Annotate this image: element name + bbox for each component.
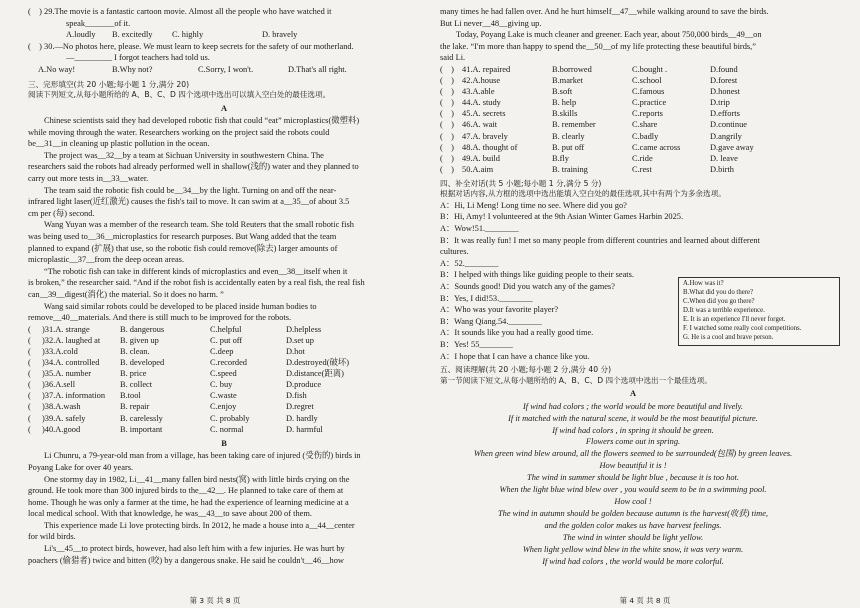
option-c[interactable]: C.speed [210, 369, 237, 379]
section-5-instructions: 第一节阅读下短文,从每小题所给的 A、B、C、D 四个选项中选出一个最佳选项。 [440, 375, 712, 385]
q30-option-c[interactable]: C.Sorry, I won't. [198, 64, 254, 74]
dialogue [440, 200, 826, 362]
option-c[interactable]: C. probably [210, 413, 250, 423]
passage-a-label: A [220, 103, 228, 113]
answer-bracket[interactable]: ( [28, 324, 31, 334]
dialogue-line: A：Who was your favorite player? [440, 305, 559, 315]
options-b [440, 64, 826, 175]
option-row-42 [440, 75, 826, 86]
option-a[interactable]: )33.A.cold [42, 346, 78, 356]
option-b[interactable]: B. collect [120, 380, 153, 390]
page-footer: 第 4 页 共 8 页 [619, 595, 671, 605]
option-c[interactable]: C. normal [210, 424, 244, 434]
poem-line: How beautiful it is ! [599, 461, 667, 471]
passage-b [28, 450, 420, 566]
passage-line: One stormy day in 1982, Li__41__many fallen bird nests(窝) with little birds crying on the [44, 474, 350, 484]
option-a[interactable]: 50.A.aim [462, 164, 494, 174]
option-row-31 [28, 324, 420, 335]
option-a[interactable]: 44.A. study [462, 98, 501, 108]
option-a[interactable]: 45.A. secrets [462, 109, 506, 119]
option-c[interactable]: C. put off [210, 335, 243, 345]
dialogue-with-box [440, 269, 826, 362]
passage-line: Li's__45__to protect birds, however, had also left him with a few injuries. He was hurt by [44, 544, 345, 554]
answer-bracket[interactable]: ( ) [440, 109, 454, 119]
dialogue-line: cultures. [440, 247, 469, 257]
dialogue-line: A：It sounds like you had a really good time. [440, 328, 594, 338]
answer-bracket[interactable]: ( ) [440, 164, 454, 174]
poem-line: The wind in autumn should be golden because autumn is the harvest(收获) time, [497, 508, 769, 518]
option-b[interactable]: B. repair [120, 402, 150, 412]
option-b[interactable]: B. training [552, 164, 588, 174]
section-3-title: 三、完形填空(共 20 小题;每小题 1 分,满分 20) [28, 79, 190, 89]
passage-line: ground. He took more than 300 injured birds to the__42__. He planned to take care of them at [28, 486, 344, 496]
option-c[interactable]: C.came across [632, 142, 681, 152]
option-d[interactable]: D.distance(距离) [286, 369, 344, 379]
option-a[interactable]: )35.A. number [42, 369, 92, 379]
passage-line: planned to expand (扩展) that use, so the robotic fish could remove(除去) larger amounts of [28, 243, 338, 253]
answer-bracket[interactable]: ( ) [440, 76, 454, 86]
option-d[interactable]: D.angrily [710, 131, 742, 141]
option-a[interactable]: 43.A.able [462, 87, 495, 97]
choice-option[interactable]: D.It was a terrible experience. [683, 307, 765, 315]
poem-line: If wind had colors , in spring it should be green. [552, 425, 714, 435]
option-b[interactable]: B.fly [552, 153, 569, 163]
passage-line: many times he had fallen over. And he hurt himself__47__while walking around to save the birds. [440, 7, 769, 16]
option-a[interactable]: 48.A. thought of [462, 142, 518, 152]
choice-option[interactable]: A.How was it? [683, 280, 724, 288]
choice-option[interactable]: B.What did you do there? [683, 289, 754, 297]
section-4-title: 四、补全对话(共 5 小题;每小题 1 分,满分 5 分) [440, 178, 602, 188]
answer-bracket[interactable]: ( [28, 380, 31, 390]
option-d[interactable]: D.honest [710, 87, 741, 97]
option-d[interactable]: D. leave [710, 153, 738, 163]
option-a[interactable]: )31.A. strange [42, 324, 90, 334]
answer-bracket[interactable]: ( [28, 369, 31, 379]
answer-bracket[interactable]: ( [28, 413, 31, 423]
dialogue-line: A：I hope that I can have a chance like you. [440, 351, 590, 361]
option-d[interactable]: D.destroyed(破坏) [286, 358, 350, 368]
section-5-title: 五、阅读理解(共 20 小题;每小题 2 分,满分 40 分) [440, 365, 612, 375]
option-c[interactable]: C.school [632, 76, 662, 86]
poem-label: A [629, 389, 637, 399]
option-d[interactable]: D.continue [710, 120, 747, 130]
passage-line: Chinese scientists said they had developed robotic fish that could “eat” microplastics(微塑料) [44, 116, 360, 126]
q30-options [28, 64, 420, 76]
option-b[interactable]: B.soft [552, 87, 573, 97]
passage-line: This experience made Li love protecting birds. In 2012, he made a house into a__44__center [44, 520, 355, 530]
passage-line: But Li never__48__giving up. [440, 18, 542, 28]
option-b[interactable]: B. remember [552, 120, 596, 130]
answer-choices-box [678, 277, 840, 346]
option-row-49 [440, 153, 826, 164]
q29-option-d[interactable]: D. bravely [262, 30, 298, 40]
answer-bracket[interactable]: ( [28, 391, 31, 401]
option-b[interactable]: B. put off [552, 142, 585, 152]
passage-a [28, 115, 420, 324]
passage-line: home. Though he was only a farmer at the time, he had the experience of learning medicine at a [28, 497, 349, 507]
option-row-43 [440, 86, 826, 97]
option-row-33 [28, 346, 420, 357]
passage-b-continued [440, 6, 826, 64]
option-b[interactable]: B. clearly [552, 131, 585, 141]
option-d[interactable]: D.fish [286, 391, 307, 401]
dialogue-line: A：52.________ [440, 258, 499, 268]
poem-line: When light yellow wind blew in the white snow, it was very warm. [522, 544, 744, 554]
option-a[interactable]: 41.A. repaired [462, 64, 511, 74]
passage-b-label: B [221, 438, 227, 448]
option-c[interactable]: C.share [632, 120, 658, 130]
answer-bracket[interactable]: ( ) [440, 87, 454, 97]
dialogue-line: B：It was really fun! I met so many people from different countries and learned about different [440, 235, 760, 245]
option-row-38 [28, 401, 420, 412]
option-d[interactable]: D.trip [710, 98, 730, 108]
passage-line: remove__40__materials. And there is still much to be improved for the robots. [28, 313, 292, 323]
q29-stem-cont: speak_______of it. [66, 18, 131, 28]
passage-line: poachers (偷猎者) twice and bitten (咬) by a dangerous snake. He said he couldn't__46__how [28, 555, 344, 565]
option-d[interactable]: D.hot [286, 346, 305, 356]
answer-bracket[interactable]: ( [28, 346, 31, 356]
option-b[interactable]: B. carelessly [120, 413, 163, 423]
option-d[interactable]: D. harmful [286, 424, 323, 434]
option-row-44 [440, 97, 826, 108]
poem-line: The wind in winter should be light yellow. [562, 532, 704, 542]
q29-option-c[interactable]: C. highly [172, 30, 204, 40]
answer-bracket[interactable]: ( ) [440, 153, 454, 163]
option-a[interactable]: )37.A. information [42, 391, 106, 401]
option-c[interactable]: C.rest [632, 164, 652, 174]
option-c[interactable]: C.helpful [210, 324, 242, 334]
option-b[interactable]: B. dangerous [120, 324, 165, 334]
passage-line: local medical school. With that knowledge, he was__43__to save about 200 of them. [28, 509, 312, 519]
right-page [430, 0, 860, 608]
passage-line: carry out more tests in__33__water. [28, 174, 149, 184]
q29-options [28, 29, 420, 41]
passage-line: The team said the robotic fish could be__34__by the light. Turning on and off the near- [44, 185, 337, 195]
option-b[interactable]: B. price [120, 369, 147, 379]
answer-bracket[interactable]: ( ) [440, 131, 454, 141]
option-c[interactable]: C.reports [632, 109, 663, 119]
dialogue-line: A：Wow!51.________ [440, 224, 519, 234]
option-a[interactable]: 42.A.house [462, 76, 501, 86]
option-row-46 [440, 119, 826, 130]
answer-bracket[interactable]: ( [28, 358, 31, 368]
option-d[interactable]: D.set up [286, 335, 314, 345]
passage-line: researchers said the robots had already performed well in shallow(浅的) water and they planned to [28, 162, 359, 172]
option-d[interactable]: D.regret [286, 402, 314, 412]
poem-line: When green wind blew around, all the flowers seemed to be surrounded(包围) by green leaves. [473, 449, 793, 459]
option-row-48 [440, 142, 826, 153]
question-30 [28, 41, 420, 76]
dialogue-line: B：Yes! 55________ [440, 339, 513, 349]
passage-line: Wang Yuyan was a member of the research team. She told Reuters that the small robotic fish [44, 220, 354, 230]
answer-bracket[interactable]: ( [28, 335, 31, 345]
option-b[interactable]: B.borrowed [552, 64, 592, 74]
q29-option-a[interactable]: A.loudly [66, 30, 96, 40]
poem-line: When the light blue wind blew over , you would seem to be in a swimming pool. [499, 485, 767, 495]
option-d[interactable]: D.helpless [286, 324, 322, 334]
option-b[interactable]: B.tool [120, 391, 141, 401]
options-a [28, 324, 420, 435]
poem-line: If it matched with the natural scene, it would be the most beautiful picture. [508, 413, 758, 423]
option-a[interactable]: )36.A.sell [42, 380, 76, 390]
option-a[interactable]: 46.A. wait [462, 120, 498, 130]
answer-bracket[interactable]: ( ) [440, 120, 454, 130]
option-row-40 [28, 424, 420, 435]
choice-option[interactable]: C.When did you go there? [683, 298, 755, 306]
option-d[interactable]: D. hardly [286, 413, 318, 423]
option-d[interactable]: D.produce [286, 380, 322, 390]
q29-stem: ( ) 29.The movie is a fantastic cartoon movie. Almost all the people who have watched it [28, 7, 332, 16]
passage-line: cm per (每) second. [28, 208, 95, 218]
option-c[interactable]: C.enjoy [210, 402, 237, 412]
poem-line: Flowers come out in spring. [585, 437, 681, 447]
option-d[interactable]: D.birth [710, 164, 734, 174]
passage-line: the lake. “I'm more than happy to spend the__50__of my life protecting these beautiful birds,” [440, 41, 756, 51]
passage-line: while moving through the water. Researchers working on the project said the robots could [28, 127, 330, 137]
q29-option-b[interactable]: B. excitedly [112, 30, 153, 40]
option-c[interactable]: C.recorded [210, 358, 247, 368]
option-row-36 [28, 379, 420, 390]
passage-line: Poyang Lake for over 40 years. [28, 462, 134, 472]
option-a[interactable]: )39.A. safely [42, 413, 86, 423]
passage-line: can__39__digest(消化) the material. So it does no harm. ” [28, 290, 224, 299]
option-c[interactable]: C.bought . [632, 64, 668, 74]
q30-option-d[interactable]: D.That's all right. [288, 64, 347, 74]
choice-option[interactable]: F. I watched some really cool competitions. [683, 325, 802, 333]
dialogue-line: B：I helped with things like guiding people to their seats. [440, 270, 634, 280]
option-row-39 [28, 413, 420, 424]
poem-line: The wind in summer should be light blue , because it is too hot. [527, 473, 739, 483]
option-a[interactable]: )34.A. controlled [42, 358, 100, 368]
option-row-32 [28, 335, 420, 346]
passage-line: was being used to__36__microplastics for research purposes. But Wang added that the team [28, 232, 337, 242]
option-c[interactable]: C.badly [632, 131, 659, 141]
option-row-47 [440, 131, 826, 142]
q30-option-b[interactable]: B.Why not? [112, 64, 153, 74]
passage-line: Li Chunru, a 79-year-old man from a village, has been taking care of injured (受伤的) birds in [44, 451, 361, 461]
page-footer: 第 3 页 共 8 页 [189, 595, 241, 605]
option-a[interactable]: )40.A.good [42, 424, 81, 434]
passage-line: said Li. [440, 53, 466, 63]
option-c[interactable]: C.waste [210, 391, 237, 401]
passage-line: microplastic__37__from the deep ocean areas. [28, 255, 185, 265]
section-4-instructions: 根据对话内容,从方框的选项中选出能填入空白处的最佳选项,其中有两个为多余选项。 [440, 189, 726, 199]
option-c[interactable]: C. buy [210, 380, 233, 390]
answer-bracket[interactable]: ( [28, 424, 31, 434]
option-c[interactable]: C.practice [632, 98, 667, 108]
option-row-34 [28, 357, 420, 368]
option-d[interactable]: D.gave away [710, 142, 754, 152]
option-b[interactable]: B.skills [552, 109, 578, 119]
poem [440, 401, 826, 568]
option-b[interactable]: B. given up [120, 335, 159, 345]
option-b[interactable]: B.market [552, 76, 583, 86]
option-a[interactable]: 47.A. bravely [462, 131, 508, 141]
answer-bracket[interactable]: ( ) [440, 98, 454, 108]
option-c[interactable]: C.famous [632, 87, 665, 97]
passage-line: be__31__in cleaning up plastic pollution in the ocean. [28, 139, 210, 149]
choice-option[interactable]: E. It is an experience I'll never forget. [683, 316, 786, 324]
poem-line: If wind had colors ; the world would be more beautiful and lively. [523, 401, 743, 411]
passage-line: infrared light laser(近红激光) causes the fish's tail to move. It can swim at a__35__of about 3.5 [28, 197, 350, 207]
dialogue-line: B：Yes, I did!53.________ [440, 293, 533, 303]
option-row-37 [28, 390, 420, 401]
section-3-instructions: 阅读下列短文,从每小题所给的 A、B、C、D 四个选项中选出可以填入空白处的最佳选项。 [28, 90, 331, 100]
poem-line: If wind had colors , the world would be more colorful. [542, 556, 724, 566]
option-b[interactable]: B. important [120, 424, 163, 434]
option-b[interactable]: B. developed [120, 358, 165, 368]
option-d[interactable]: D.efforts [710, 109, 740, 119]
q30-option-a[interactable]: A.No way! [38, 64, 76, 74]
answer-bracket[interactable]: ( ) [440, 142, 454, 152]
dialogue-line: A：Sounds good! Did you watch any of the games? [440, 282, 615, 291]
option-row-45 [440, 108, 826, 119]
passage-line: is broken,” the researcher said. “And if the robot fish is accidentally eaten by a real fish, the real fish [28, 278, 365, 288]
passage-line: “The robotic fish can take in different kinds of microplastics and even__38__itself when it [44, 266, 348, 276]
option-a[interactable]: 49.A. build [462, 153, 500, 163]
option-c[interactable]: C.ride [632, 153, 653, 163]
poem-line: and the golden color makes us have harvest feelings. [544, 520, 722, 530]
option-row-35 [28, 368, 420, 379]
q30-stem: ( ) 30.—No photos here, please. We must learn to keep secrets for the safety of our motherland. [28, 41, 354, 51]
dialogue-line: B：Wang Qiang.54.________ [440, 316, 542, 326]
option-a[interactable]: )32.A. laughed at [42, 335, 101, 345]
dialogue-line: B：Hi, Amy! I volunteered at the 9th Asian Winter Games Harbin 2025. [440, 212, 684, 222]
answer-bracket[interactable]: ( ) [440, 64, 454, 74]
dialogue-line: A：Hi, Li Meng! Long time no see. Where did you go? [440, 200, 627, 210]
passage-line: for wild birds. [28, 532, 76, 542]
option-a[interactable]: )38.A.wash [42, 402, 81, 412]
answer-bracket[interactable]: ( [28, 402, 31, 412]
passage-line: Today, Poyang Lake is much cleaner and greener. Each year, about 750,000 birds__49__on [456, 30, 762, 40]
option-b[interactable]: B. help [552, 98, 577, 108]
passage-line: Wang said similar robots could be developed to be placed inside human bodies to [44, 301, 317, 311]
choice-option[interactable]: G. He is a cool and brave person. [683, 334, 774, 342]
poem-line: How cool ! [614, 497, 652, 507]
passage-line: The project was__32__by a team at Sichuan University in southwestern China. The [44, 150, 324, 160]
option-c[interactable]: C.deep [210, 346, 234, 356]
question-29 [28, 6, 420, 41]
option-d[interactable]: D.forest [710, 76, 738, 86]
option-b[interactable]: B. clean. [120, 346, 150, 356]
q30-stem-cont: —_________ I forgot teachers had told us. [66, 53, 210, 63]
option-row-50 [440, 164, 826, 175]
option-d[interactable]: D.found [710, 64, 738, 74]
option-row-41 [440, 64, 826, 75]
